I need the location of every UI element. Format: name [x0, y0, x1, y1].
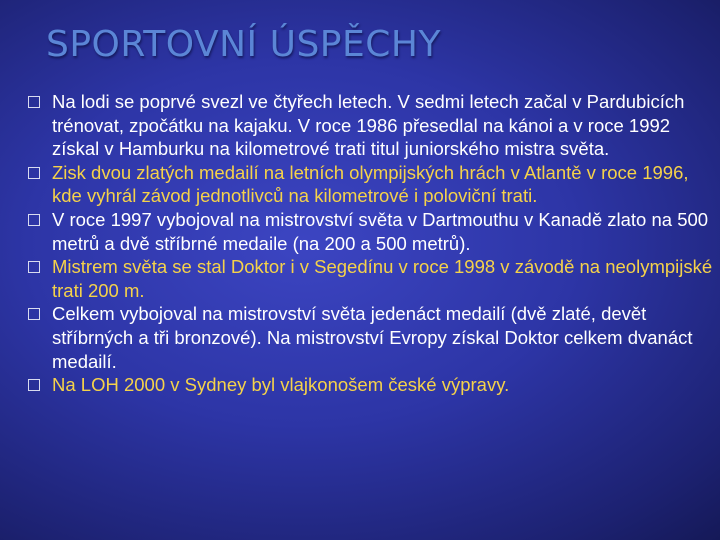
list-item [28, 302, 716, 373]
square-bullet-icon [28, 214, 40, 226]
list-item [28, 373, 716, 397]
square-bullet-icon [28, 308, 40, 320]
square-bullet-icon [28, 167, 40, 179]
list-item [28, 208, 716, 255]
square-bullet-icon [28, 379, 40, 391]
bullet-text: Na lodi se poprvé svezl ve čtyřech letech. V sedmi letech začal v Pardubicích trénovat, zpočátku na kajaku. V roce 1986 přesedlal na kánoi a v roce 1992 získal v Hamburku na kilometrové trati titul juniorského mistra světa. [52, 91, 685, 160]
list-item [28, 255, 716, 302]
list-item [28, 161, 716, 208]
bullet-text: Mistrem světa se stal Doktor i v Segedínu v roce 1998 v závodě na neolympijské trati 200 m. [52, 256, 713, 301]
square-bullet-icon [28, 261, 40, 273]
bullet-list [28, 90, 716, 397]
bullet-text: Zisk dvou zlatých medailí na letních olympijských hrách v Atlantě v roce 1996, kde vyhrál závod jednotlivců na kilometrové i poloviční trati. [52, 161, 689, 207]
bullet-text: Celkem vybojoval na mistrovství světa jedenáct medailí (dvě zlaté, devět stříbrných a tři bronzové). Na mistrovství Evropy získal Doktor celkem dvanáct medailí. [52, 303, 693, 372]
slide-title: SPORTOVNÍ ÚSPĚCHY [46, 24, 441, 65]
bullet-text: V roce 1997 vybojoval na mistrovství světa v Dartmouthu v Kanadě zlato na 500 metrů a dvě stříbrné medaile (na 200 a 500 metrů). [52, 208, 709, 254]
bullet-text: Na LOH 2000 v Sydney byl vlajkonošem české výpravy. [52, 374, 510, 396]
list-item [28, 90, 716, 161]
square-bullet-icon [28, 96, 40, 108]
